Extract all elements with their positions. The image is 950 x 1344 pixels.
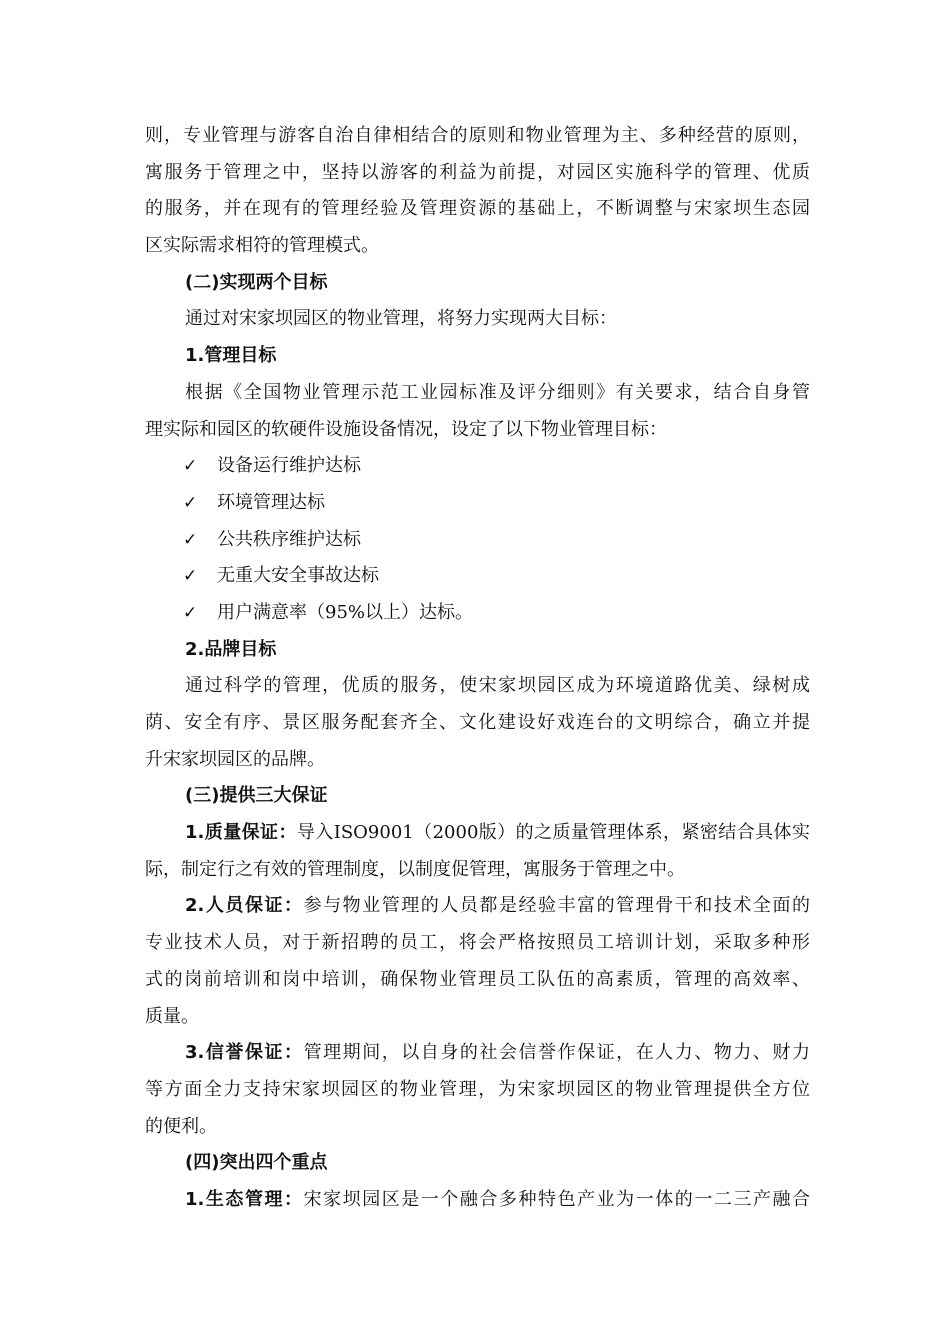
document-page	[145, 118, 810, 1219]
check-icon: ✓	[183, 529, 198, 550]
list-item	[145, 595, 810, 632]
paragraph-lead: 1.生态管理：	[185, 1188, 304, 1210]
subsection-heading: 1.管理目标	[185, 345, 277, 367]
body-text-line: 的服务，并在现有的管理经验及管理资源的基础上，不断调整与宋家坝生态园	[145, 198, 810, 220]
paragraph-text: 导入ISO9001（2000版）的之质量管理体系，紧密结合具体实	[296, 822, 810, 844]
body-text-line: 升宋家坝园区的品牌。	[145, 748, 325, 770]
paragraph-lead: 3.信誉保证：	[185, 1042, 304, 1064]
body-text-line	[145, 815, 810, 852]
body-text-line: 等方面全力支持宋家坝园区的物业管理，为宋家坝园区的物业管理提供全方位	[145, 1078, 810, 1100]
body-text-line	[145, 888, 810, 925]
body-text-line: 式的岗前培训和岗中培训，确保物业管理员工队伍的高素质，管理的高效率、	[145, 968, 810, 990]
body-text-line: 质量。	[145, 1005, 199, 1027]
check-icon: ✓	[183, 492, 198, 513]
body-text-line: 际，制定行之有效的管理制度，以制度促管理，寓服务于管理之中。	[145, 858, 685, 880]
section-heading: (四)突出四个重点	[185, 1152, 328, 1174]
body-text-line	[145, 1035, 810, 1072]
list-item-text: 无重大安全事故达标	[217, 565, 379, 587]
list-item-text: 公共秩序维护达标	[217, 528, 361, 550]
paragraph-text: 宋家坝园区是一个融合多种特色产业为一体的一二三产融合	[303, 1188, 810, 1210]
paragraph-lead: 1.质量保证：	[185, 822, 297, 844]
list-item-text: 设备运行维护达标	[217, 455, 361, 477]
check-icon: ✓	[183, 602, 198, 623]
body-text-line	[145, 1182, 810, 1219]
list-item-text: 环境管理达标	[217, 491, 325, 513]
body-text-line: 通过对宋家坝园区的物业管理，将努力实现两大目标：	[185, 308, 617, 330]
body-text-line: 寓服务于管理之中，坚持以游客的利益为前提，对园区实施科学的管理、优质	[145, 161, 810, 183]
paragraph-lead: 2.人员保证：	[185, 895, 304, 917]
body-text-line: 则，专业管理与游客自治自律相结合的原则和物业管理为主、多种经营的原则，	[145, 125, 810, 146]
body-text-line: 的便利。	[145, 1115, 217, 1137]
list-item-text: 用户满意率（95%以上）达标。	[217, 601, 474, 623]
list-item	[145, 522, 810, 559]
paragraph-text: 参与物业管理的人员都是经验丰富的管理骨干和技术全面的	[303, 895, 810, 917]
body-text-line: 通过科学的管理，优质的服务，使宋家坝园区成为环境道路优美、绿树成	[185, 675, 810, 697]
body-text-line: 理实际和园区的软硬件设施设备情况，设定了以下物业管理目标：	[145, 418, 667, 440]
list-item	[145, 448, 810, 485]
body-text-line: 区实际需求相符的管理模式。	[145, 235, 379, 257]
body-text-line: 专业技术人员，对于新招聘的员工，将会严格按照员工培训计划，采取多种形	[145, 932, 810, 954]
body-text-line: 荫、安全有序、景区服务配套齐全、文化建设好戏连台的文明综合，确立并提	[145, 712, 810, 733]
paragraph-text: 管理期间，以自身的社会信誉作保证，在人力、物力、财力	[303, 1042, 810, 1064]
list-item	[145, 485, 810, 522]
check-icon: ✓	[183, 566, 198, 587]
section-heading: (三)提供三大保证	[185, 785, 328, 807]
section-heading: (二)实现两个目标	[185, 271, 328, 293]
check-icon: ✓	[183, 456, 198, 477]
subsection-heading: 2.品牌目标	[185, 638, 277, 660]
body-text-line: 根据《全国物业管理示范工业园标准及评分细则》有关要求，结合自身管	[185, 381, 810, 403]
list-item	[145, 558, 810, 595]
